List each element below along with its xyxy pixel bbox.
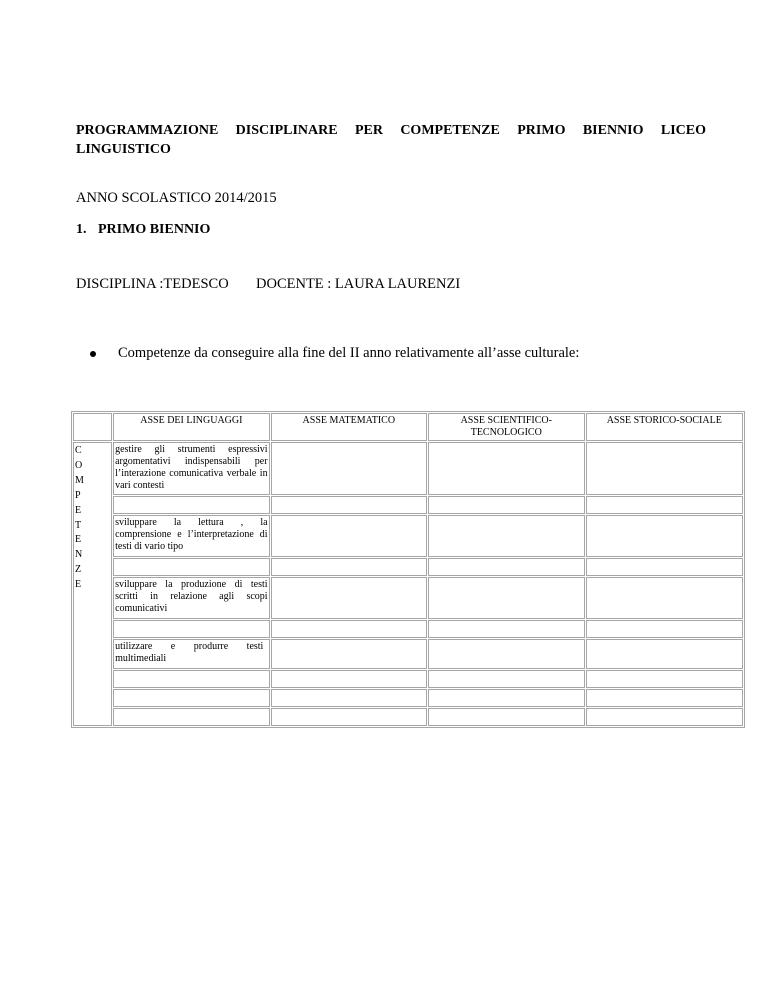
empty-cell bbox=[586, 689, 743, 707]
empty-cell bbox=[113, 708, 269, 726]
empty-cell bbox=[428, 689, 584, 707]
empty-cell bbox=[271, 558, 427, 576]
empty-cell bbox=[586, 515, 743, 557]
competence-cell bbox=[113, 639, 269, 669]
empty-cell bbox=[271, 620, 427, 638]
empty-cell bbox=[271, 708, 427, 726]
side-letter: Z bbox=[75, 564, 82, 576]
empty-cell bbox=[428, 708, 584, 726]
competence-cell: sviluppare la lettura , la comprensione e l’interpretazione di testi di vario tipo bbox=[113, 515, 269, 557]
section-heading bbox=[76, 222, 210, 238]
empty-cell bbox=[113, 620, 269, 638]
table-row bbox=[73, 670, 743, 688]
empty-cell bbox=[586, 496, 743, 514]
empty-cell bbox=[428, 639, 584, 669]
table-row bbox=[73, 515, 743, 557]
side-letter: E bbox=[75, 579, 82, 591]
empty-cell bbox=[586, 442, 743, 495]
empty-cell bbox=[428, 558, 584, 576]
empty-cell bbox=[428, 515, 584, 557]
empty-cell bbox=[113, 496, 269, 514]
table-row bbox=[73, 577, 743, 619]
side-letter: T bbox=[75, 519, 82, 531]
table-corner-cell bbox=[73, 413, 112, 441]
empty-cell bbox=[428, 577, 584, 619]
table-row bbox=[73, 558, 743, 576]
empty-cell bbox=[271, 442, 427, 495]
empty-cell bbox=[586, 620, 743, 638]
discipline-label: DISCIPLINA :TEDESCO bbox=[76, 276, 229, 292]
empty-cell bbox=[586, 670, 743, 688]
empty-cell bbox=[113, 689, 269, 707]
section-number: 1. bbox=[76, 222, 87, 237]
empty-cell bbox=[271, 639, 427, 669]
empty-cell bbox=[586, 708, 743, 726]
empty-cell bbox=[271, 689, 427, 707]
side-letter: E bbox=[75, 534, 82, 546]
bullet-dot-icon bbox=[90, 351, 96, 357]
empty-cell bbox=[271, 496, 427, 514]
empty-cell bbox=[113, 558, 269, 576]
school-year: ANNO SCOLASTICO 2014/2015 bbox=[76, 190, 277, 206]
header-asse-scientifico: ASSE SCIENTIFICO-TECNOLOGICO bbox=[428, 413, 584, 441]
table-row bbox=[73, 496, 743, 514]
empty-cell bbox=[271, 670, 427, 688]
document-title: PROGRAMMAZIONE DISCIPLINARE PER COMPETENZE PRIMO BIENNIO LICEO LINGUISTICO bbox=[76, 123, 706, 157]
side-letter: P bbox=[75, 489, 81, 501]
empty-cell bbox=[586, 639, 743, 669]
side-letter: N bbox=[75, 549, 83, 561]
side-letter: O bbox=[75, 459, 83, 471]
header-asse-linguaggi: ASSE DEI LINGUAGGI bbox=[113, 413, 269, 441]
header-asse-matematico: ASSE MATEMATICO bbox=[271, 413, 427, 441]
competenze-vertical-label bbox=[73, 442, 112, 726]
side-letter: M bbox=[75, 474, 84, 486]
section-title: PRIMO BIENNIO bbox=[98, 222, 211, 237]
competence-text: utilizzare e produrre testi multimediali bbox=[115, 641, 264, 664]
empty-cell bbox=[271, 515, 427, 557]
empty-cell bbox=[428, 442, 584, 495]
table-row bbox=[73, 620, 743, 638]
empty-cell bbox=[428, 670, 584, 688]
table-row bbox=[73, 442, 743, 495]
teacher-label: DOCENTE : LAURA LAURENZI bbox=[256, 276, 461, 292]
empty-cell bbox=[586, 577, 743, 619]
competence-cell: sviluppare la produzione di testi scritti in relazione agli scopi comunicativi bbox=[113, 577, 269, 619]
side-letter: C bbox=[75, 445, 82, 456]
empty-cell bbox=[586, 558, 743, 576]
empty-cell bbox=[428, 496, 584, 514]
empty-cell bbox=[428, 620, 584, 638]
competences-table bbox=[71, 411, 745, 728]
table-header-row bbox=[73, 413, 743, 441]
empty-cell bbox=[271, 577, 427, 619]
empty-cell bbox=[113, 670, 269, 688]
table-row bbox=[73, 639, 743, 669]
discipline-line bbox=[76, 276, 461, 293]
table-row bbox=[73, 689, 743, 707]
bullet-text: Competenze da conseguire alla fine del II anno relativamente all’asse culturale: bbox=[118, 345, 580, 361]
header-asse-storico: ASSE STORICO-SOCIALE bbox=[586, 413, 743, 441]
side-letter: E bbox=[75, 504, 82, 516]
competence-cell: gestire gli strumenti espressivi argomentativi indispensabili per l’interazione comunicativa verbale in vari contesti bbox=[113, 442, 269, 495]
table-row bbox=[73, 708, 743, 726]
